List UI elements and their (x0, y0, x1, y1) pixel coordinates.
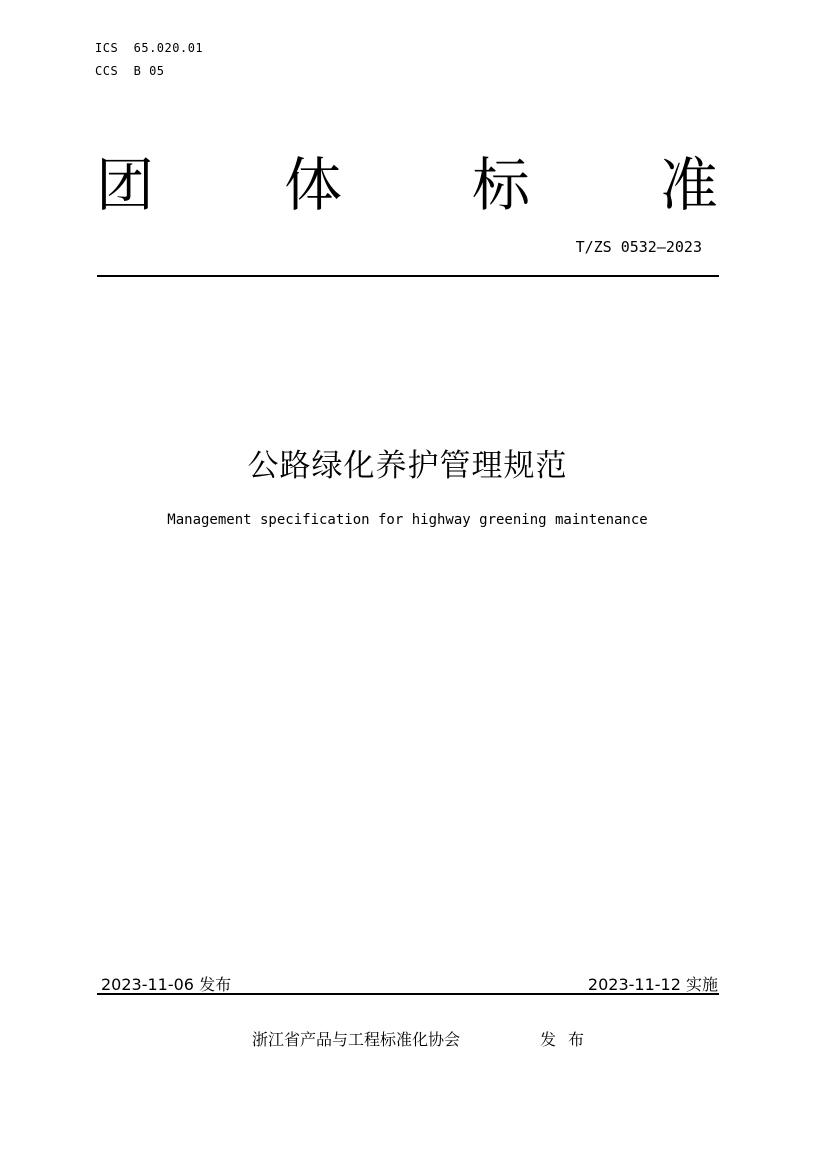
standard-type-heading (96, 150, 721, 220)
bottom-divider (97, 993, 719, 995)
standard-number: T/ZS 0532—2023 (575, 238, 702, 256)
ics-code: ICS 65.020.01 (95, 41, 204, 55)
implementation-date: 2023-11-12 实施 (587, 975, 718, 994)
ccs-code: CCS B 05 (95, 64, 165, 78)
top-divider (97, 275, 719, 277)
publisher-action: 发布 (540, 1030, 597, 1049)
standard-type-char: 团 (96, 151, 155, 219)
standard-type-char: 准 (660, 151, 719, 219)
document-title-chinese: 公路绿化养护管理规范 (247, 448, 568, 484)
publisher-name: 浙江省产品与工程标准化协会 (252, 1030, 461, 1049)
document-title-english: Management specification for highway greening maintenance (167, 512, 648, 528)
issue-date: 2023-11-06 发布 (101, 975, 232, 994)
standard-type-char: 体 (284, 151, 343, 219)
standard-type-char: 标 (472, 151, 531, 219)
